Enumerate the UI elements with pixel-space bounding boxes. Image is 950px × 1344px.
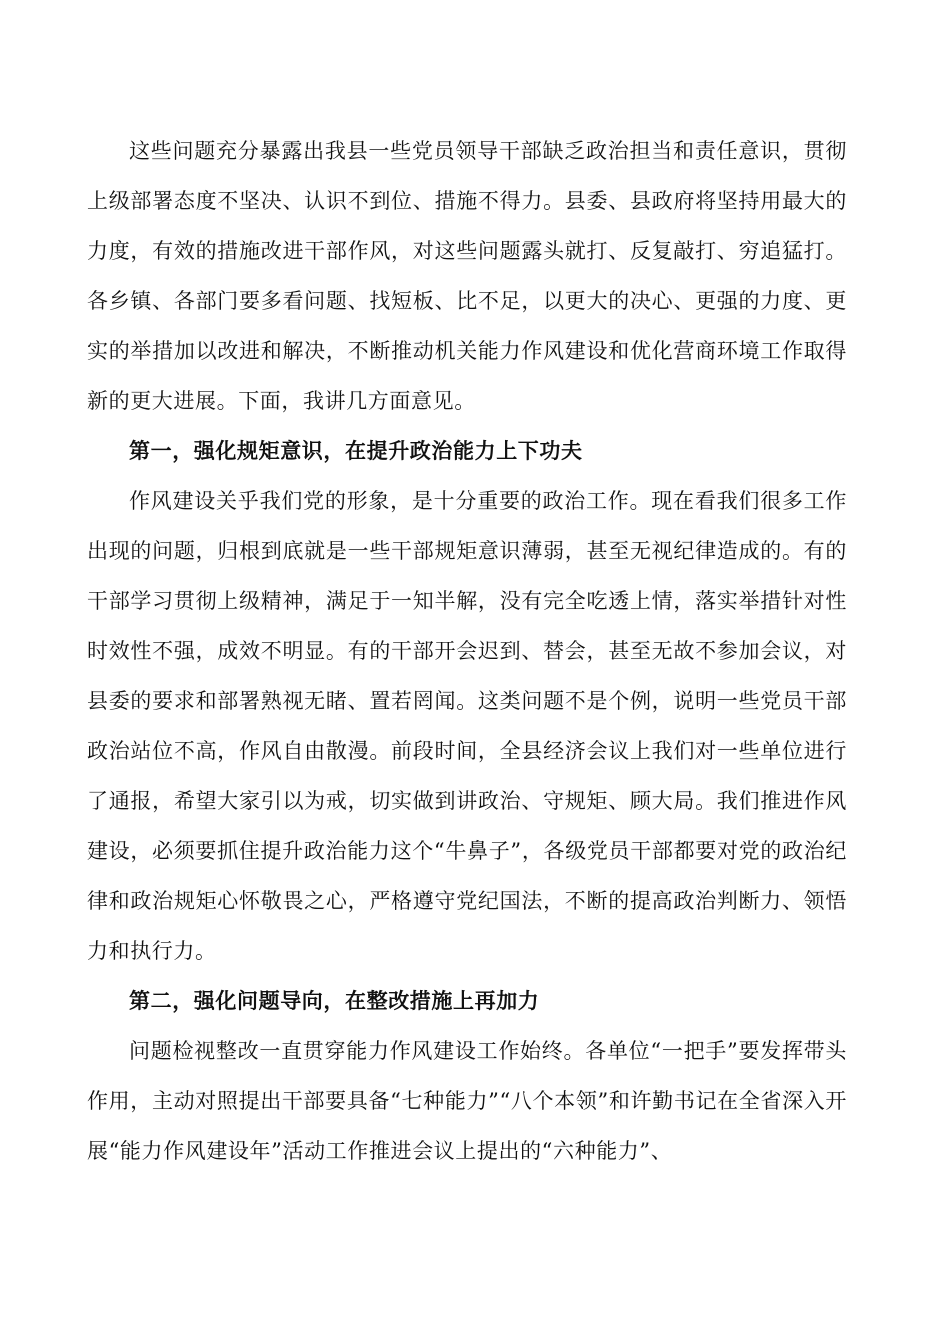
section-heading-1: 第一，强化规矩意识，在提升政治能力上下功夫: [129, 438, 583, 463]
section-heading-2: 第二，强化问题导向，在整改措施上再加力: [129, 988, 540, 1013]
document-body: [87, 126, 847, 1176]
paragraph-2: 作风建设关乎我们党的形象，是十分重要的政治工作。现在看我们很多工作出现的问题，归根到底就是一些干部规矩意识薄弱，甚至无视纪律造成的。有的干部学习贯彻上级精神，满足于一知半解，没有完全吃透上情，落实举措针对性时效性不强，成效不明显。有的干部开会迟到、替会，甚至无故不参加会议，对县委的要求和部署熟视无睹、置若罔闻。这类问题不是个例，说明一些党员干部政治站位不高，作风自由散漫。前段时间，全县经济会议上我们对一些单位进行了通报，希望大家引以为戒，切实做到讲政治、守规矩、顾大局。我们推进作风建设，必须要抓住提升政治能力这个“牛鼻子”，各级党员干部都要对党的政治纪律和政治规矩心怀敬畏之心，严格遵守党纪国法，不断的提高政治判断力、领悟力和执行力。: [87, 489, 847, 963]
paragraph-1: 这些问题充分暴露出我县一些党员领导干部缺乏政治担当和责任意识，贯彻上级部署态度不坚决、认识不到位、措施不得力。县委、县政府将坚持用最大的力度，有效的措施改进干部作风，对这些问题露头就打、反复敲打、穷追猛打。各乡镇、各部门要多看问题、找短板、比不足，以更大的决心、更强的力度、更实的举措加以改进和解决，不断推动机关能力作风建设和优化营商环境工作取得新的更大进展。下面，我讲几方面意见。: [87, 139, 847, 413]
paragraph-3: 问题检视整改一直贯穿能力作风建设工作始终。各单位“一把手”要发挥带头作用，主动对照提出干部要具备“七种能力”“八个本领”和许勤书记在全省深入开展“能力作风建设年”活动工作推进会议上提出的“六种能力”、: [87, 1039, 847, 1163]
